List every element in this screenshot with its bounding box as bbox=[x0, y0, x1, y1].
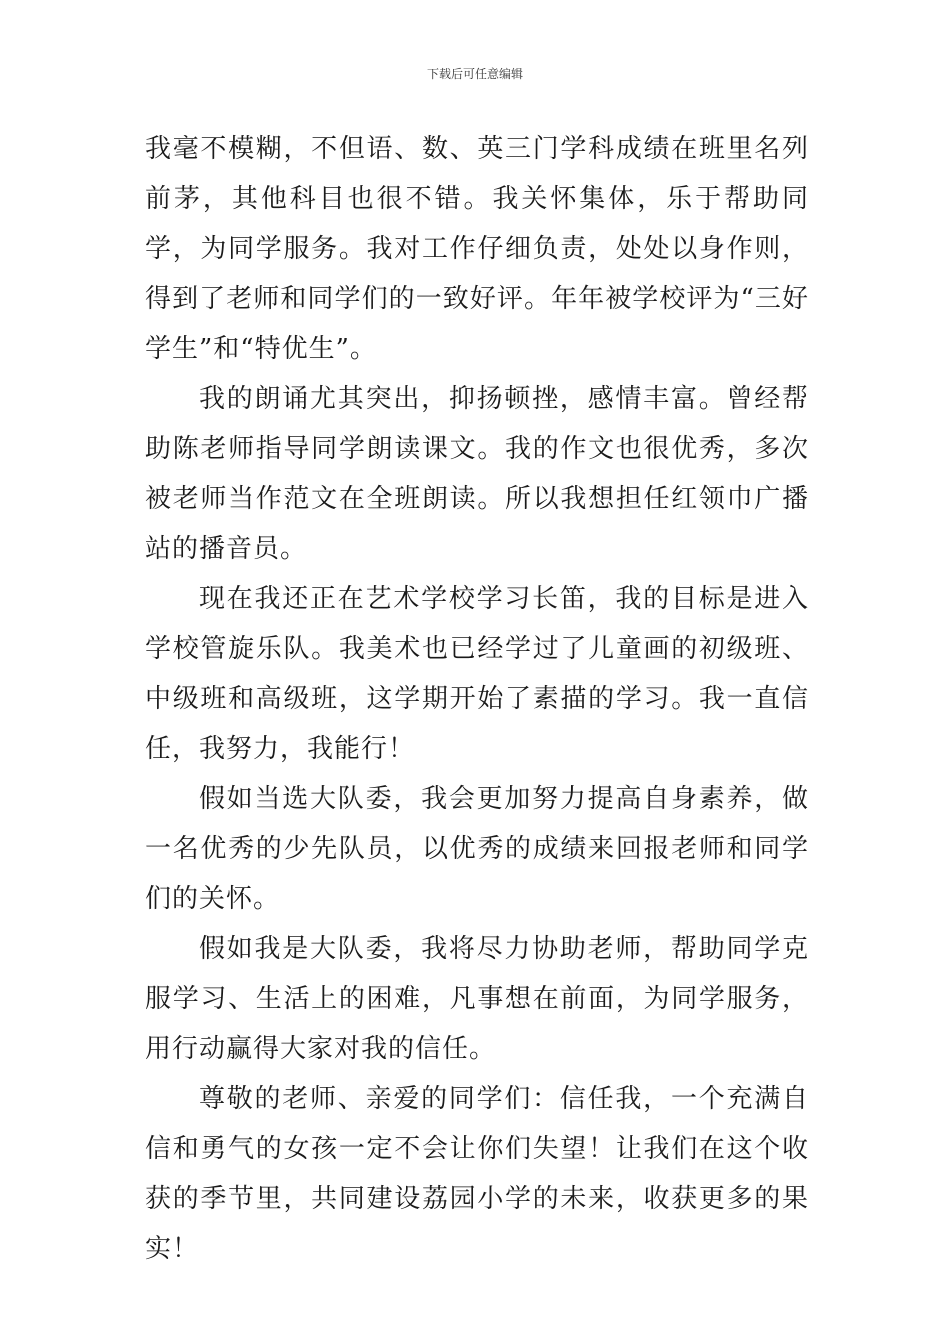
paragraph-2: 我的朗诵尤其突出，抑扬顿挫，感情丰富。曾经帮助陈老师指导同学朗读课文。我的作文也很优秀，多次被老师当作范文在全班朗读。所以我想担任红领巾广播站的播音员。 bbox=[145, 384, 809, 564]
paragraph-4: 假如当选大队委，我会更加努力提高自身素养，做一名优秀的少先队员，以优秀的成绩来回报老师和同学们的关怀。 bbox=[145, 784, 809, 914]
paragraph-3: 现在我还正在艺术学校学习长笛，我的目标是进入学校管旋乐队。我美术也已经学过了儿童画的初级班、中级班和高级班，这学期开始了素描的学习。我一直信任，我努力，我能行！ bbox=[145, 584, 809, 764]
document-body bbox=[145, 124, 809, 1274]
header-note: 下载后可任意编辑 bbox=[426, 67, 523, 81]
paragraph-6: 尊敬的老师、亲爱的同学们：信任我，一个充满自信和勇气的女孩一定不会让你们失望！让我们在这个收获的季节里，共同建设荔园小学的未来，收获更多的果实！ bbox=[145, 1084, 809, 1264]
paragraph-5: 假如我是大队委，我将尽力协助老师，帮助同学克服学习、生活上的困难，凡事想在前面，为同学服务，用行动赢得大家对我的信任。 bbox=[145, 934, 809, 1064]
paragraph-1: 我毫不模糊，不但语、数、英三门学科成绩在班里名列前茅，其他科目也很不错。我关怀集体，乐于帮助同学，为同学服务。我对工作仔细负责，处处以身作则，得到了老师和同学们的一致好评。年年被学校评为“三好学生”和“特优生”。 bbox=[145, 134, 809, 364]
